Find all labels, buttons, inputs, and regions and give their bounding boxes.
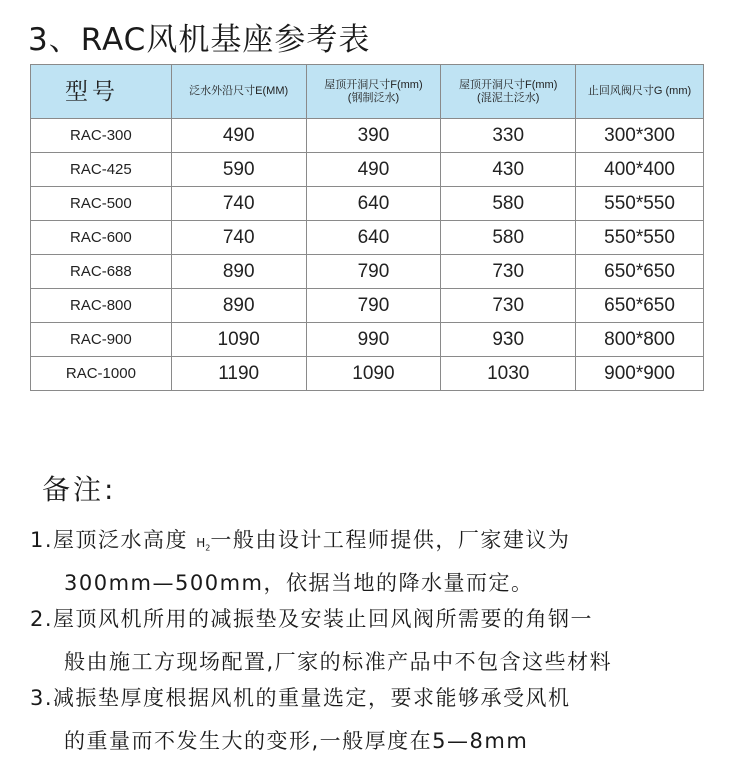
cell-f-concrete: 930 [441,323,576,357]
table-row [31,289,704,323]
note-1 [30,524,570,597]
cell-model: RAC-300 [31,119,172,153]
cell-e: 890 [171,255,306,289]
cell-g: 300*300 [576,119,704,153]
table-body [31,119,704,391]
cell-e: 740 [171,221,306,255]
header-f-steel-line1: 屋顶开洞尺寸F(mm) [324,78,423,91]
note-3-line2: 的重量而不发生大的变形,一般厚度在5—8mm [64,729,529,753]
cell-model: RAC-425 [31,153,172,187]
table-row [31,357,704,391]
cell-e: 590 [171,153,306,187]
cell-f-concrete: 580 [441,187,576,221]
cell-f-concrete: 730 [441,255,576,289]
table-row [31,187,704,221]
table-row [31,119,704,153]
spec-table [30,64,704,391]
note-2-line2: 般由施工方现场配置,厂家的标准产品中不包含这些材料 [64,650,613,674]
cell-f-steel: 990 [306,323,441,357]
header-model: 型号 [31,65,172,119]
cell-e: 1190 [171,357,306,391]
cell-model: RAC-800 [31,289,172,323]
notes-title: 备注: [42,473,117,506]
cell-model: RAC-600 [31,221,172,255]
cell-g: 550*550 [576,221,704,255]
header-f-steel-line2: (钢制泛水) [347,91,400,104]
cell-f-concrete: 330 [441,119,576,153]
cell-g: 650*650 [576,255,704,289]
cell-model: RAC-900 [31,323,172,357]
cell-f-steel: 790 [306,255,441,289]
cell-f-steel: 640 [306,221,441,255]
cell-f-concrete: 1030 [441,357,576,391]
cell-e: 740 [171,187,306,221]
note-3-line1: 3.减振垫厚度根据风机的重量选定，要求能够承受风机 [30,686,571,710]
cell-f-concrete: 580 [441,221,576,255]
cell-f-steel: 640 [306,187,441,221]
table-row [31,323,704,357]
cell-g: 400*400 [576,153,704,187]
note-3 [30,682,571,755]
header-f-steel [306,65,441,119]
cell-g: 550*550 [576,187,704,221]
header-e: 泛水外沿尺寸E(MM) [171,65,306,119]
cell-e: 490 [171,119,306,153]
page-title: 3、RAC风机基座参考表 [28,22,371,58]
cell-g: 800*800 [576,323,704,357]
header-f-concrete-line1: 屋顶开洞尺寸F(mm) [459,78,558,91]
cell-model: RAC-1000 [31,357,172,391]
cell-f-concrete: 430 [441,153,576,187]
table-header-row [31,65,704,119]
cell-e: 1090 [171,323,306,357]
note-2 [30,603,612,676]
cell-g: 650*650 [576,289,704,323]
cell-f-steel: 490 [306,153,441,187]
note-1-prefix: 1.屋顶泛水高度 [30,528,189,552]
header-f-concrete-line2: (混泥土泛水) [477,91,540,104]
header-g: 止回风阀尺寸G (mm) [576,65,704,119]
table-row [31,221,704,255]
header-f-concrete [441,65,576,119]
note-1-h: H [196,536,206,550]
note-1-h-subscript: 2 [205,543,211,553]
table-row [31,255,704,289]
cell-f-steel: 1090 [306,357,441,391]
cell-f-concrete: 730 [441,289,576,323]
cell-model: RAC-500 [31,187,172,221]
cell-e: 890 [171,289,306,323]
note-1-rest: 一般由设计工程师提供，厂家建议为 [210,528,571,552]
note-2-line1: 2.屋顶风机所用的减振垫及安装止回风阀所需要的角钢一 [30,607,594,631]
note-1-h-symbol [196,536,211,553]
cell-f-steel: 790 [306,289,441,323]
table-row [31,153,704,187]
cell-g: 900*900 [576,357,704,391]
note-1-line2: 300mm—500mm，依据当地的降水量而定。 [64,571,534,595]
cell-f-steel: 390 [306,119,441,153]
cell-model: RAC-688 [31,255,172,289]
